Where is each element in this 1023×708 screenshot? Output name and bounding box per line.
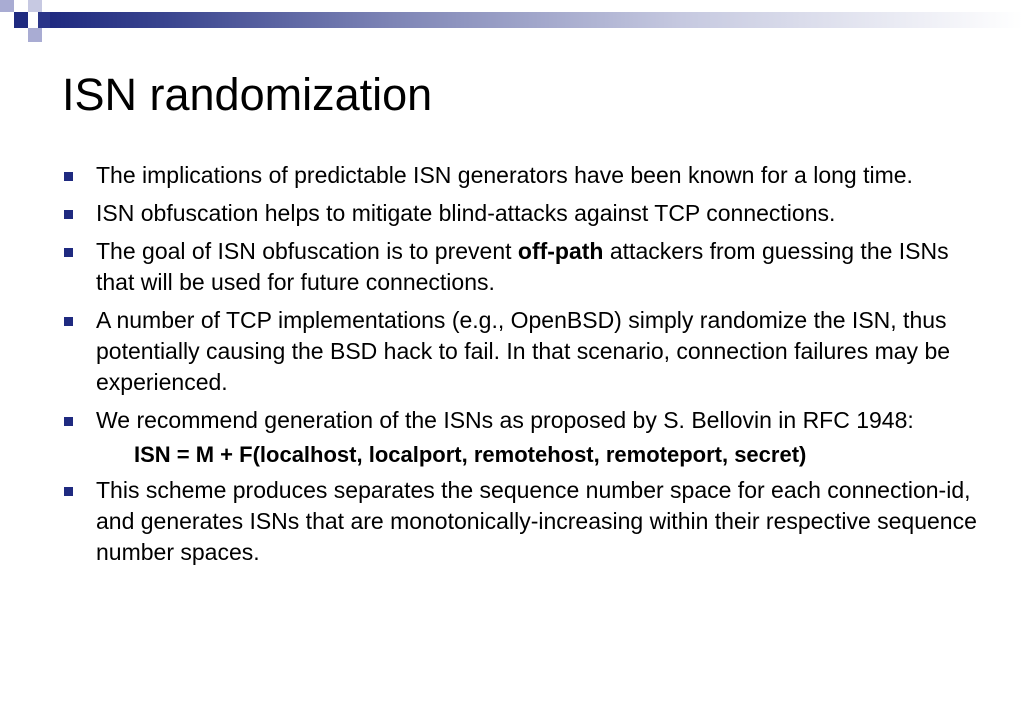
bullet-text: We recommend generation of the ISNs as proposed by S. Bellovin in RFC 1948:: [96, 407, 914, 433]
bullet-text: The implications of predictable ISN generators have been known for a long time.: [96, 162, 913, 188]
bullet-text-pre: The goal of ISN obfuscation is to prevent: [96, 238, 518, 264]
bullet-item: [60, 475, 980, 568]
header-decoration: [0, 0, 1023, 42]
decor-square: [38, 12, 50, 28]
decor-square: [0, 0, 14, 12]
square-bullet-icon: [64, 248, 73, 257]
bullet-text: A number of TCP implementations (e.g., OpenBSD) simply randomize the ISN, thus potentially causing the BSD hack to fail. In that scenario, connection failures may be experienced.: [96, 307, 951, 395]
bullet-item: [60, 305, 980, 398]
decor-square: [28, 0, 42, 12]
bullet-text: This scheme produces separates the sequence number space for each connection-id, and generates ISNs that are monotonically-increasing within their respective sequence number spaces.: [96, 477, 977, 565]
bullet-item: [60, 405, 980, 436]
isn-formula: ISN = M + F(localhost, localport, remotehost, remoteport, secret): [134, 442, 807, 467]
square-bullet-icon: [64, 210, 73, 219]
bullet-list: [60, 160, 980, 575]
decor-square: [0, 28, 14, 42]
bullet-item: [60, 236, 980, 298]
bullet-text-emphasis: off-path: [517, 238, 604, 264]
bullet-item: [60, 198, 980, 229]
bullet-text: ISN obfuscation helps to mitigate blind-attacks against TCP connections.: [96, 200, 836, 226]
decor-square: [28, 28, 42, 42]
header-gradient-bar: [50, 12, 1023, 28]
bullet-text-post: attackers from guessing the ISNs that will be used for future connections.: [96, 238, 949, 295]
square-bullet-icon: [64, 487, 73, 496]
square-bullet-icon: [64, 417, 73, 426]
square-bullet-icon: [64, 172, 73, 181]
bullet-item: [60, 160, 980, 191]
square-bullet-icon: [64, 317, 73, 326]
slide-title: ISN randomization: [62, 69, 433, 120]
decor-square: [14, 12, 28, 28]
